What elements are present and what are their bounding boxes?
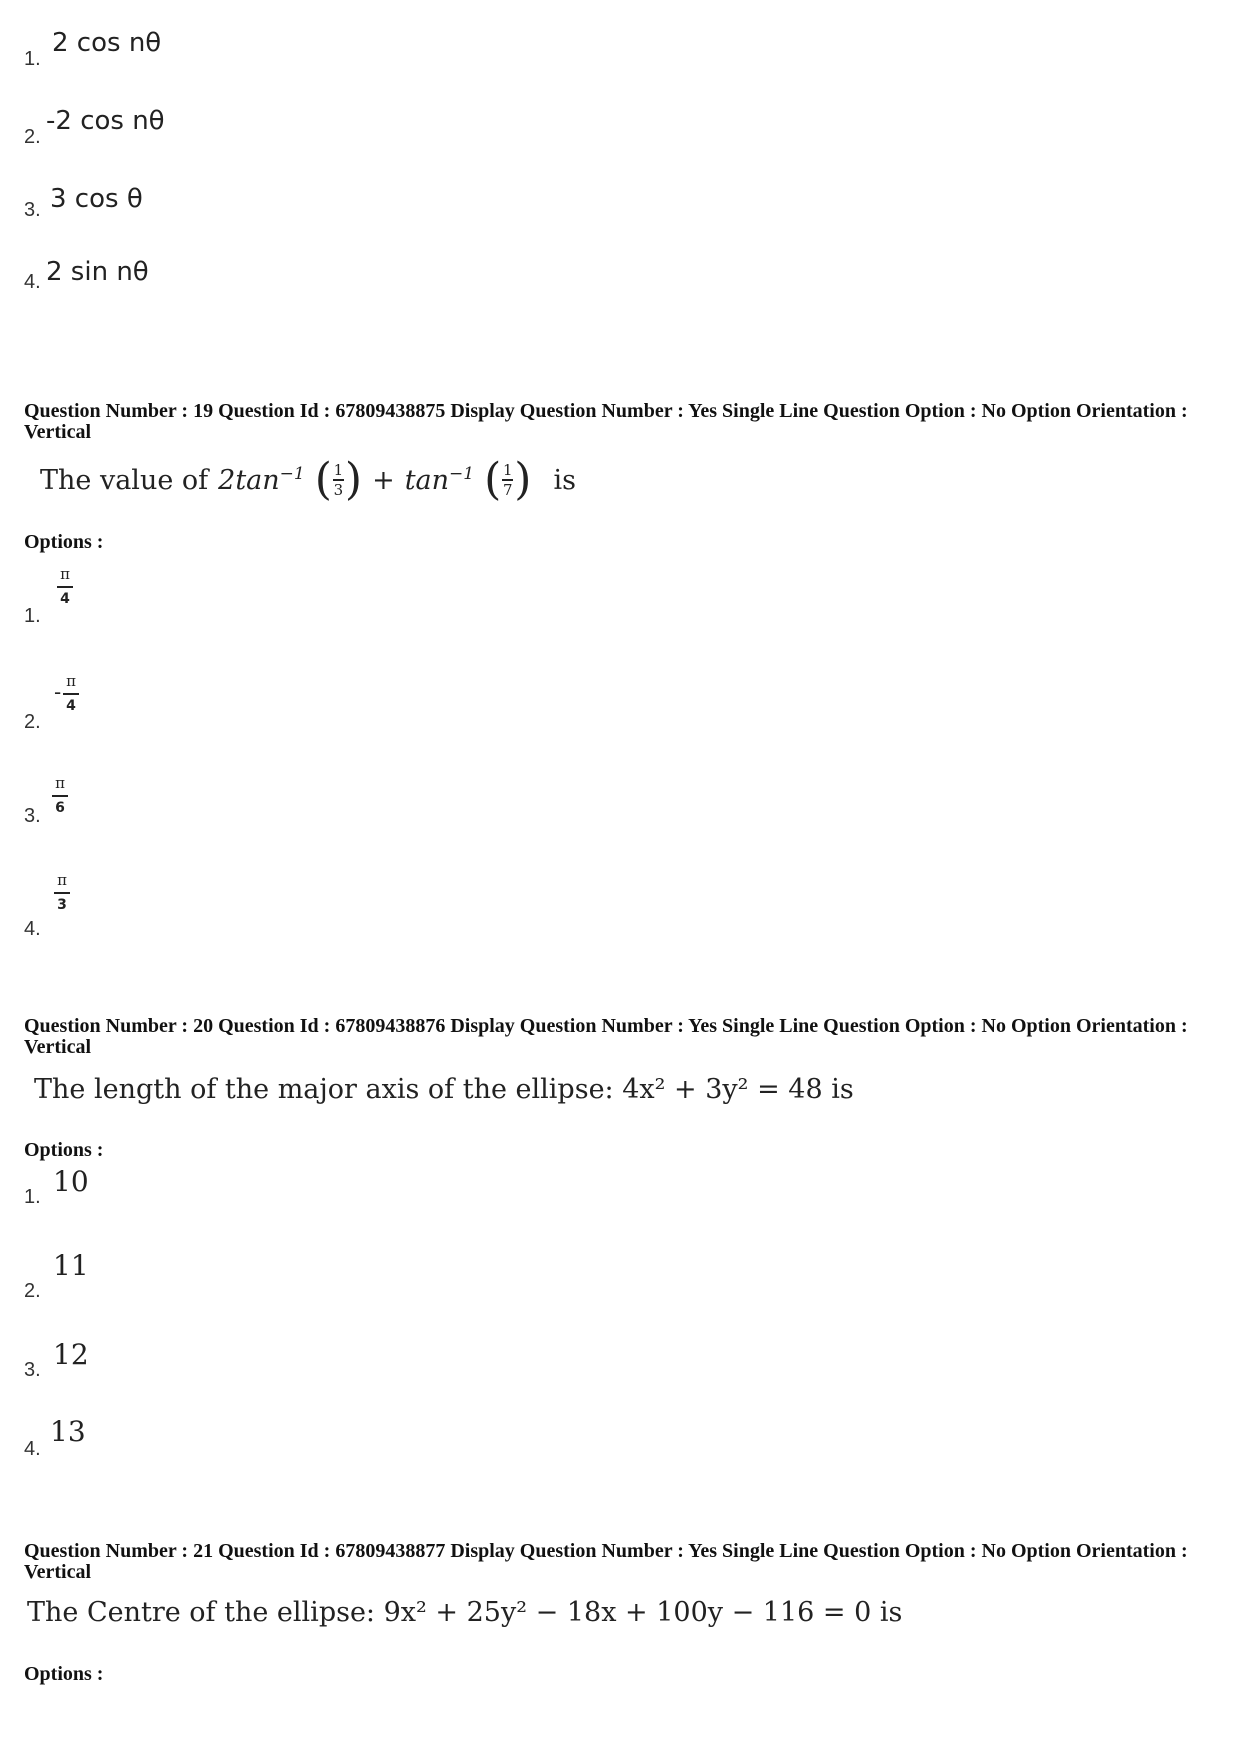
question-21-meta: Question Number : 21 Question Id : 67809438877 Display Question Number : Yes Single Line Question Option : No Option Orientation : Vertical <box>24 1540 1188 1583</box>
option-number: 2. <box>24 711 41 733</box>
option-3-fraction <box>52 776 68 816</box>
options-label: Options : <box>24 1663 104 1685</box>
option-number: 4. <box>24 918 41 940</box>
option-number: 2. <box>24 1280 41 1302</box>
option-4-text: 13 <box>50 1415 86 1448</box>
option-number: 3. <box>24 1359 41 1381</box>
option-1-text: 2 cos nθ <box>52 28 162 58</box>
fraction-one-seventh: ( 1 7 ) <box>484 454 532 505</box>
option-number: 3. <box>24 805 41 827</box>
option-number: 1. <box>24 1186 41 1208</box>
option-2-text: 11 <box>53 1249 89 1282</box>
fraction-one-third: ( 1 3 ) <box>314 454 363 505</box>
option-4-fraction <box>54 873 70 913</box>
option-number: 4. <box>24 271 41 293</box>
question-19-meta: Question Number : 19 Question Id : 67809438875 Display Question Number : Yes Single Line Question Option : No Option Orientation : Vertical <box>24 400 1188 443</box>
question-20-meta: Question Number : 20 Question Id : 67809438876 Display Question Number : Yes Single Line Question Option : No Option Orientation : Vertical <box>24 1015 1188 1058</box>
options-label: Options : <box>24 531 104 553</box>
option-4-text: 2 sin nθ <box>46 257 149 287</box>
math-term: $\tan^{-1}$ <box>404 464 475 496</box>
option-number: 1. <box>24 605 41 627</box>
fraction-denominator: 6 <box>55 800 65 816</box>
question-20-text: The length of the major axis of the ellipse: 4x² + 3y² = 48 is <box>34 1074 854 1105</box>
option-number: 1. <box>24 48 41 70</box>
fraction-numerator: π <box>66 672 76 690</box>
option-1-text: 10 <box>53 1165 89 1198</box>
math-term: $2\tan^{-1}$ <box>218 464 305 496</box>
question-19-prefix: The value of <box>40 464 209 496</box>
question-21-text: The Centre of the ellipse: 9x² + 25y² − 18x + 100y − 116 = 0 is <box>27 1597 903 1628</box>
options-label: Options : <box>24 1139 104 1161</box>
option-3-text: 12 <box>53 1338 89 1371</box>
option-number: 2. <box>24 126 41 148</box>
fraction-numerator: π <box>60 565 70 583</box>
option-2-fraction <box>63 674 79 714</box>
option-3-text: 3 cos θ <box>50 184 143 214</box>
fraction-numerator: π <box>57 871 67 889</box>
fraction-denominator: 4 <box>66 698 76 714</box>
minus-sign: - <box>54 680 62 704</box>
option-1-fraction <box>57 567 73 607</box>
option-number: 3. <box>24 199 41 221</box>
question-19-suffix: is <box>553 464 576 496</box>
plus-sign: + <box>372 464 395 496</box>
option-2-text: -2 cos nθ <box>46 106 165 136</box>
option-number: 4. <box>24 1438 41 1460</box>
fraction-denominator: 3 <box>57 897 67 913</box>
fraction-numerator: π <box>55 774 65 792</box>
fraction-denominator: 4 <box>60 591 70 607</box>
question-19-text <box>40 454 576 505</box>
